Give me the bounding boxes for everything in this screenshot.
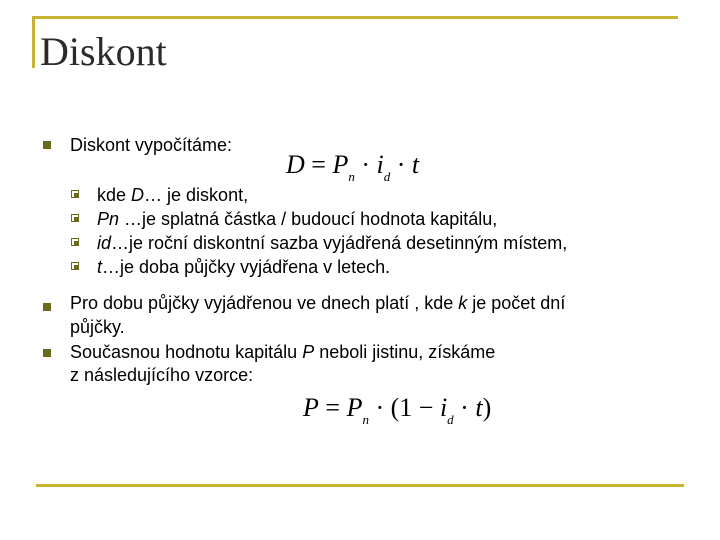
sub-bullet-icon bbox=[71, 214, 79, 222]
formula2-dot-1: · (1 − bbox=[368, 393, 440, 422]
bullet-3-line-2: z následujícího vzorce: bbox=[70, 365, 254, 385]
sub-bullet-icon bbox=[71, 238, 79, 246]
bullet-square-icon bbox=[43, 349, 51, 357]
formula-id-sub: d bbox=[383, 169, 391, 184]
formula-eq: = bbox=[304, 150, 333, 179]
bullet-square-icon bbox=[43, 303, 51, 311]
left-rule bbox=[32, 16, 35, 68]
formula-id: i bbox=[376, 150, 384, 179]
formula-present-value bbox=[303, 393, 491, 435]
sub-item-pn: Pn …je splatná částka / budoucí hodnota kapitálu, bbox=[97, 209, 498, 229]
slide-title: Diskont bbox=[40, 29, 167, 74]
sub-bullet-icon bbox=[71, 262, 79, 270]
formula2-pn-sub: n bbox=[362, 412, 369, 427]
bullet-3-line-1: Současnou hodnotu kapitálu P neboli jistinu, získáme bbox=[70, 342, 496, 362]
formula-dot-1: · bbox=[354, 150, 377, 179]
bullet-2-line-1: Pro dobu půjčky vyjádřenou ve dnech platí , kde k je počet dní bbox=[70, 293, 566, 313]
formula2-id: i bbox=[439, 393, 448, 422]
sub-item-id: id…je roční diskontní sazba vyjádřená desetinným místem, bbox=[97, 233, 568, 253]
formula2-p: P bbox=[303, 393, 319, 422]
formula-dot-2: · bbox=[390, 150, 412, 179]
bottom-rule bbox=[36, 484, 684, 487]
formula2-t: t bbox=[475, 393, 483, 422]
bullet-square-icon bbox=[43, 141, 51, 149]
formula2-close: ) bbox=[482, 393, 492, 422]
formula-discount bbox=[286, 150, 419, 192]
top-rule bbox=[32, 16, 678, 19]
sub-item-d: kde D… je diskont, bbox=[97, 185, 249, 205]
formula-t: t bbox=[411, 150, 420, 179]
bullet-2-line-2: půjčky. bbox=[70, 317, 125, 337]
formula-pn-sub: n bbox=[348, 169, 355, 184]
formula2-pn: P bbox=[346, 393, 363, 422]
formula-d: D bbox=[286, 150, 305, 179]
sub-item-t: t…je doba půjčky vyjádřena v letech. bbox=[97, 257, 391, 277]
formula2-id-sub: d bbox=[447, 412, 454, 427]
formula-pn: P bbox=[332, 150, 349, 179]
sub-bullet-icon bbox=[71, 190, 79, 198]
formula2-dot-2: · bbox=[453, 393, 476, 422]
bullet-1-text: Diskont vypočítáme: bbox=[70, 135, 233, 155]
formula2-eq: = bbox=[318, 393, 347, 422]
